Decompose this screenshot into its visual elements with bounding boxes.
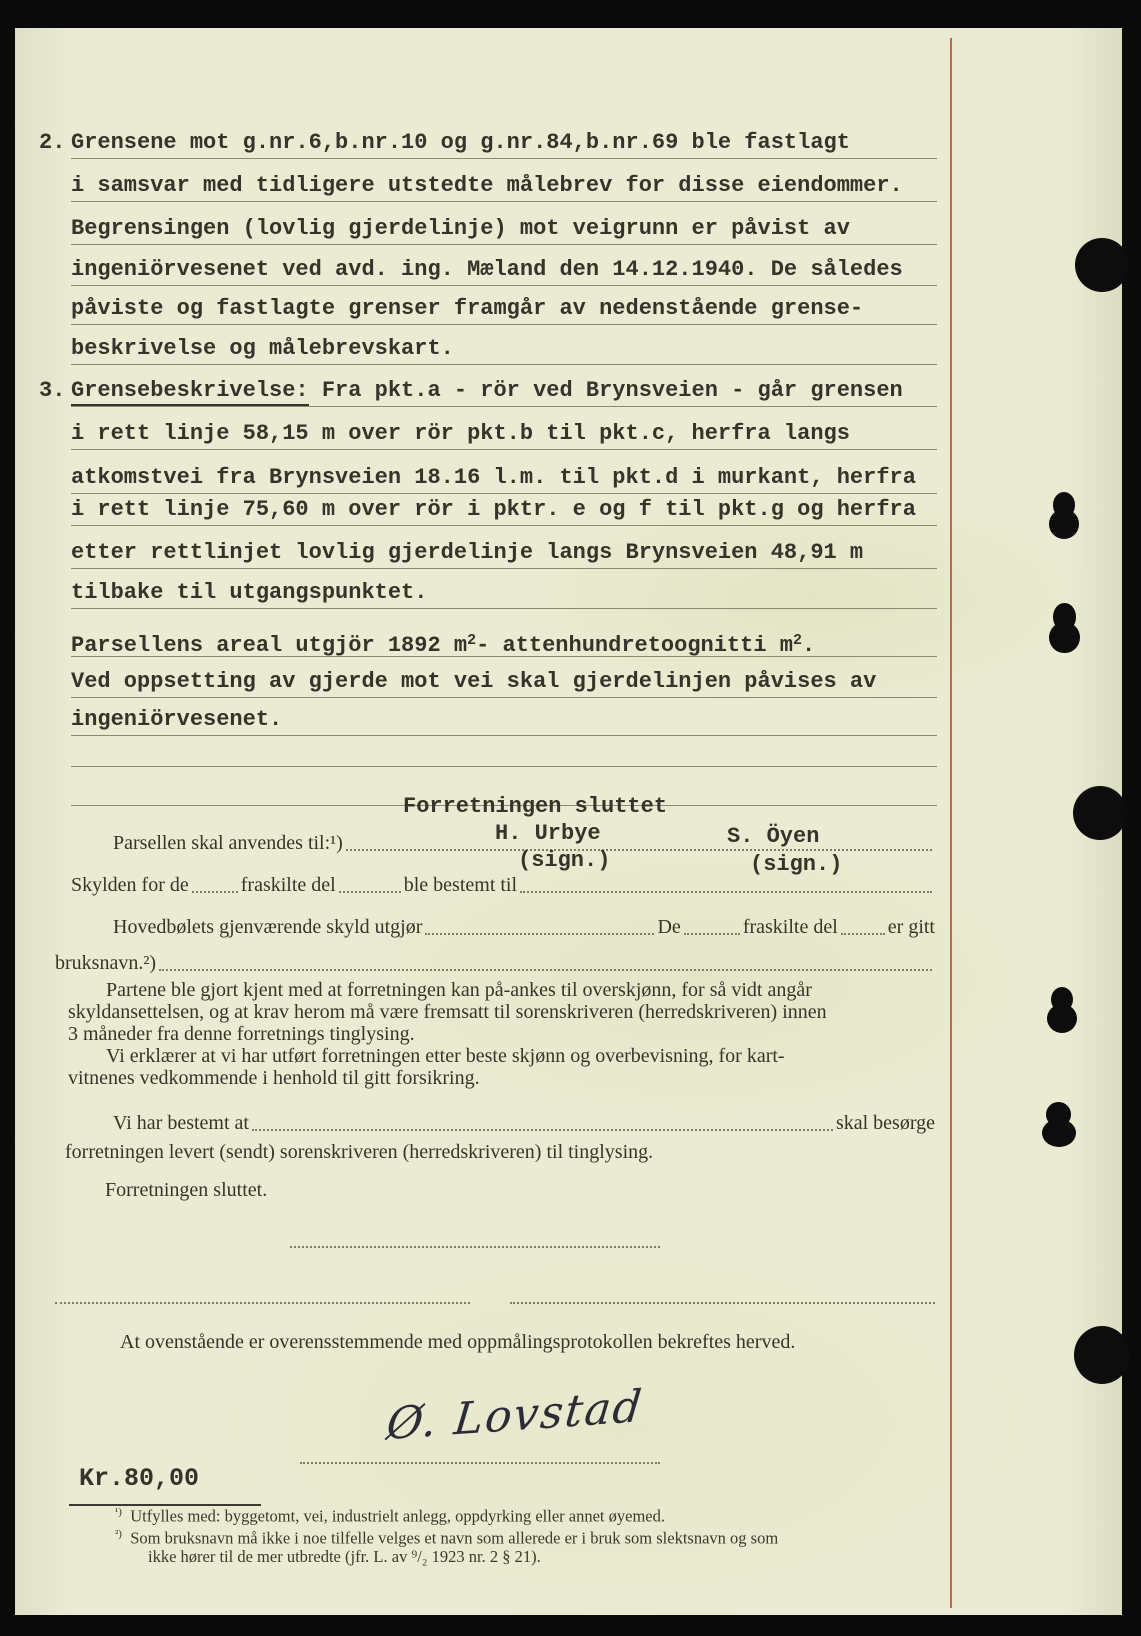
typed-line: i rett linje 58,15 m over rör pkt.b til pkt.c, herfra langs <box>71 419 937 450</box>
fill-in-dotted-line <box>252 1129 833 1131</box>
typed-line-areal <box>71 626 937 657</box>
typed-line: i rett linje 75,60 m over rör i pktr. e og f til pkt.g og herfra <box>71 495 937 526</box>
hovedbolet-label-a: Hovedbølets gjenværende skyld utgjør <box>113 916 423 938</box>
typed-line: tilbake til utgangspunktet. <box>71 578 937 609</box>
signature-typed-left-sign: (sign.) <box>518 848 611 873</box>
paragraph-line: forretningen levert (sendt) sorenskriveren (herredskriveren) til tinglysing. <box>65 1141 654 1163</box>
areal-text: . <box>801 633 816 658</box>
footnote-text: Som bruksnavn må ikke i noe tilfelle velges et navn som allerede er i bruk som slektsnavn og som <box>130 1528 779 1548</box>
paragraph-line: skyldansettelsen, og at krav herom må være fremsatt til sorenskriveren (herredskriveren) innen <box>68 1001 827 1023</box>
signature-dotted-line <box>300 1462 660 1464</box>
footnote-2-continued: ikke hører til de mer utbredte (jfr. L. av ⁹/₂ 1923 nr. 2 § 21). <box>148 1547 541 1566</box>
punch-hole-tab <box>1113 802 1127 822</box>
anvendes-label: Parsellen skal anvendes til:¹) <box>113 832 343 854</box>
footnote-marker: ¹) <box>115 1506 122 1518</box>
skylden-label-c: ble bestemt til <box>403 874 518 896</box>
signature-typed-left-name: H. Urbye <box>495 821 601 846</box>
blank-signature-line <box>55 1302 470 1304</box>
red-margin-line <box>950 38 952 1608</box>
typed-line: påviste og fastlagte grenser framgår av nedenstående grense- <box>71 294 937 325</box>
hovedbolet-label-c: fraskilte del <box>742 916 838 938</box>
skylden-label-b: fraskilte del <box>240 874 336 896</box>
typed-line: atkomstvei fra Brynsveien 18.16 l.m. til pkt.d i murkant, herfra <box>71 463 937 494</box>
punch-hole <box>1074 1326 1130 1384</box>
areal-text: - attenhundretoognitti m <box>476 633 793 658</box>
section-number-3: 3. <box>39 378 66 403</box>
fill-in-dotted-line <box>684 933 740 935</box>
hovedbolet-label-b: De <box>657 916 681 938</box>
punch-hole <box>1042 1102 1076 1147</box>
punch-hole <box>1049 492 1079 539</box>
ruled-line <box>71 766 937 767</box>
typed-line: ingeniörvesenet ved avd. ing. Mæland den 14.12.1940. De således <box>71 255 937 286</box>
section-heading: Grensebeskrivelse: <box>71 378 309 406</box>
typed-line: Begrensingen (lovlig gjerdelinje) mot veigrunn er påvist av <box>71 214 937 245</box>
fill-in-dotted-line <box>192 891 238 893</box>
signature-typed-right-sign: (sign.) <box>750 852 843 877</box>
skylden-label-a: Skylden for de <box>71 874 189 896</box>
section-heading-rest: Fra pkt.a - rör ved Brynsveien - går grensen <box>308 378 903 403</box>
form-row-bruksnavn <box>55 948 935 976</box>
fill-in-dotted-line <box>520 891 932 893</box>
typed-line: Grensene mot g.nr.6,b.nr.10 og g.nr.84,b.nr.69 ble fastlagt <box>71 128 937 159</box>
blank-signature-line <box>510 1302 935 1304</box>
blank-signature-line <box>290 1246 660 1248</box>
typed-line: beskrivelse og målebrevskart. <box>71 334 937 365</box>
signature-typed-right-name: S. Öyen <box>727 824 820 849</box>
superscript-2: 2 <box>792 632 802 649</box>
paragraph-line: 3 måneder fra denne forretnings tinglysing. <box>68 1023 415 1045</box>
paragraph-line: Partene ble gjort kjent med at forretningen kan på-ankes til overskjønn, for så vidt angår <box>106 979 812 1001</box>
bruksnavn-label: bruksnavn.²) <box>55 952 156 974</box>
footnote-marker: ²) <box>115 1528 122 1540</box>
bekreftes-line: At ovenstående er overensstemmende med oppmålingsprotokollen bekreftes herved. <box>120 1331 796 1353</box>
punch-hole <box>1047 987 1077 1033</box>
punch-hole-tab <box>1113 254 1127 274</box>
paragraph-line: vitnenes vedkommende i henhold til gitt forsikring. <box>68 1067 480 1089</box>
punch-hole <box>1049 603 1080 653</box>
footnote-1 <box>115 1502 665 1527</box>
superscript-2: 2 <box>467 632 477 649</box>
form-row-hovedbolet <box>113 912 935 940</box>
form-row-bestemt <box>113 1108 935 1136</box>
paragraph-line: Vi erklærer at vi har utført forretningen etter beste skjønn og overbevisning, for kart- <box>106 1045 785 1067</box>
closing-typed-text: Forretningen sluttet <box>403 794 668 819</box>
forretningen-sluttet-line: Forretningen sluttet. <box>105 1179 268 1201</box>
typed-line <box>71 376 937 407</box>
hovedbolet-label-d: er gitt <box>887 916 935 938</box>
areal-text: Parsellens areal utgjör 1892 m <box>71 633 468 658</box>
footnote-text: Utfylles med: byggetomt, vei, industrielt anlegg, oppdyrking eller annet øyemed. <box>130 1506 665 1526</box>
fill-in-dotted-line <box>339 891 401 893</box>
bestemt-label-b: skal besørge <box>835 1112 935 1134</box>
handwritten-signature: Ø. Lovstad <box>384 1380 646 1451</box>
fill-in-dotted-line <box>425 933 654 935</box>
typed-line: i samsvar med tidligere utstedte målebrev for disse eiendommer. <box>71 171 937 202</box>
form-row-skylden <box>71 870 935 898</box>
fill-in-dotted-line <box>841 933 885 935</box>
fill-in-dotted-line <box>159 969 932 971</box>
bestemt-label-a: Vi har bestemt at <box>113 1112 249 1134</box>
footnote-2 <box>115 1524 778 1549</box>
fee-amount: Kr.80,00 <box>79 1464 200 1493</box>
section-number-2: 2. <box>39 130 66 155</box>
typed-line: ingeniörvesenet. <box>71 705 937 736</box>
typed-line: etter rettlinjet lovlig gjerdelinje langs Brynsveien 48,91 m <box>71 538 937 569</box>
typed-line: Ved oppsetting av gjerde mot vei skal gjerdelinjen påvises av <box>71 667 937 698</box>
document-paper <box>15 28 1122 1615</box>
fill-in-dotted-line <box>346 849 932 851</box>
